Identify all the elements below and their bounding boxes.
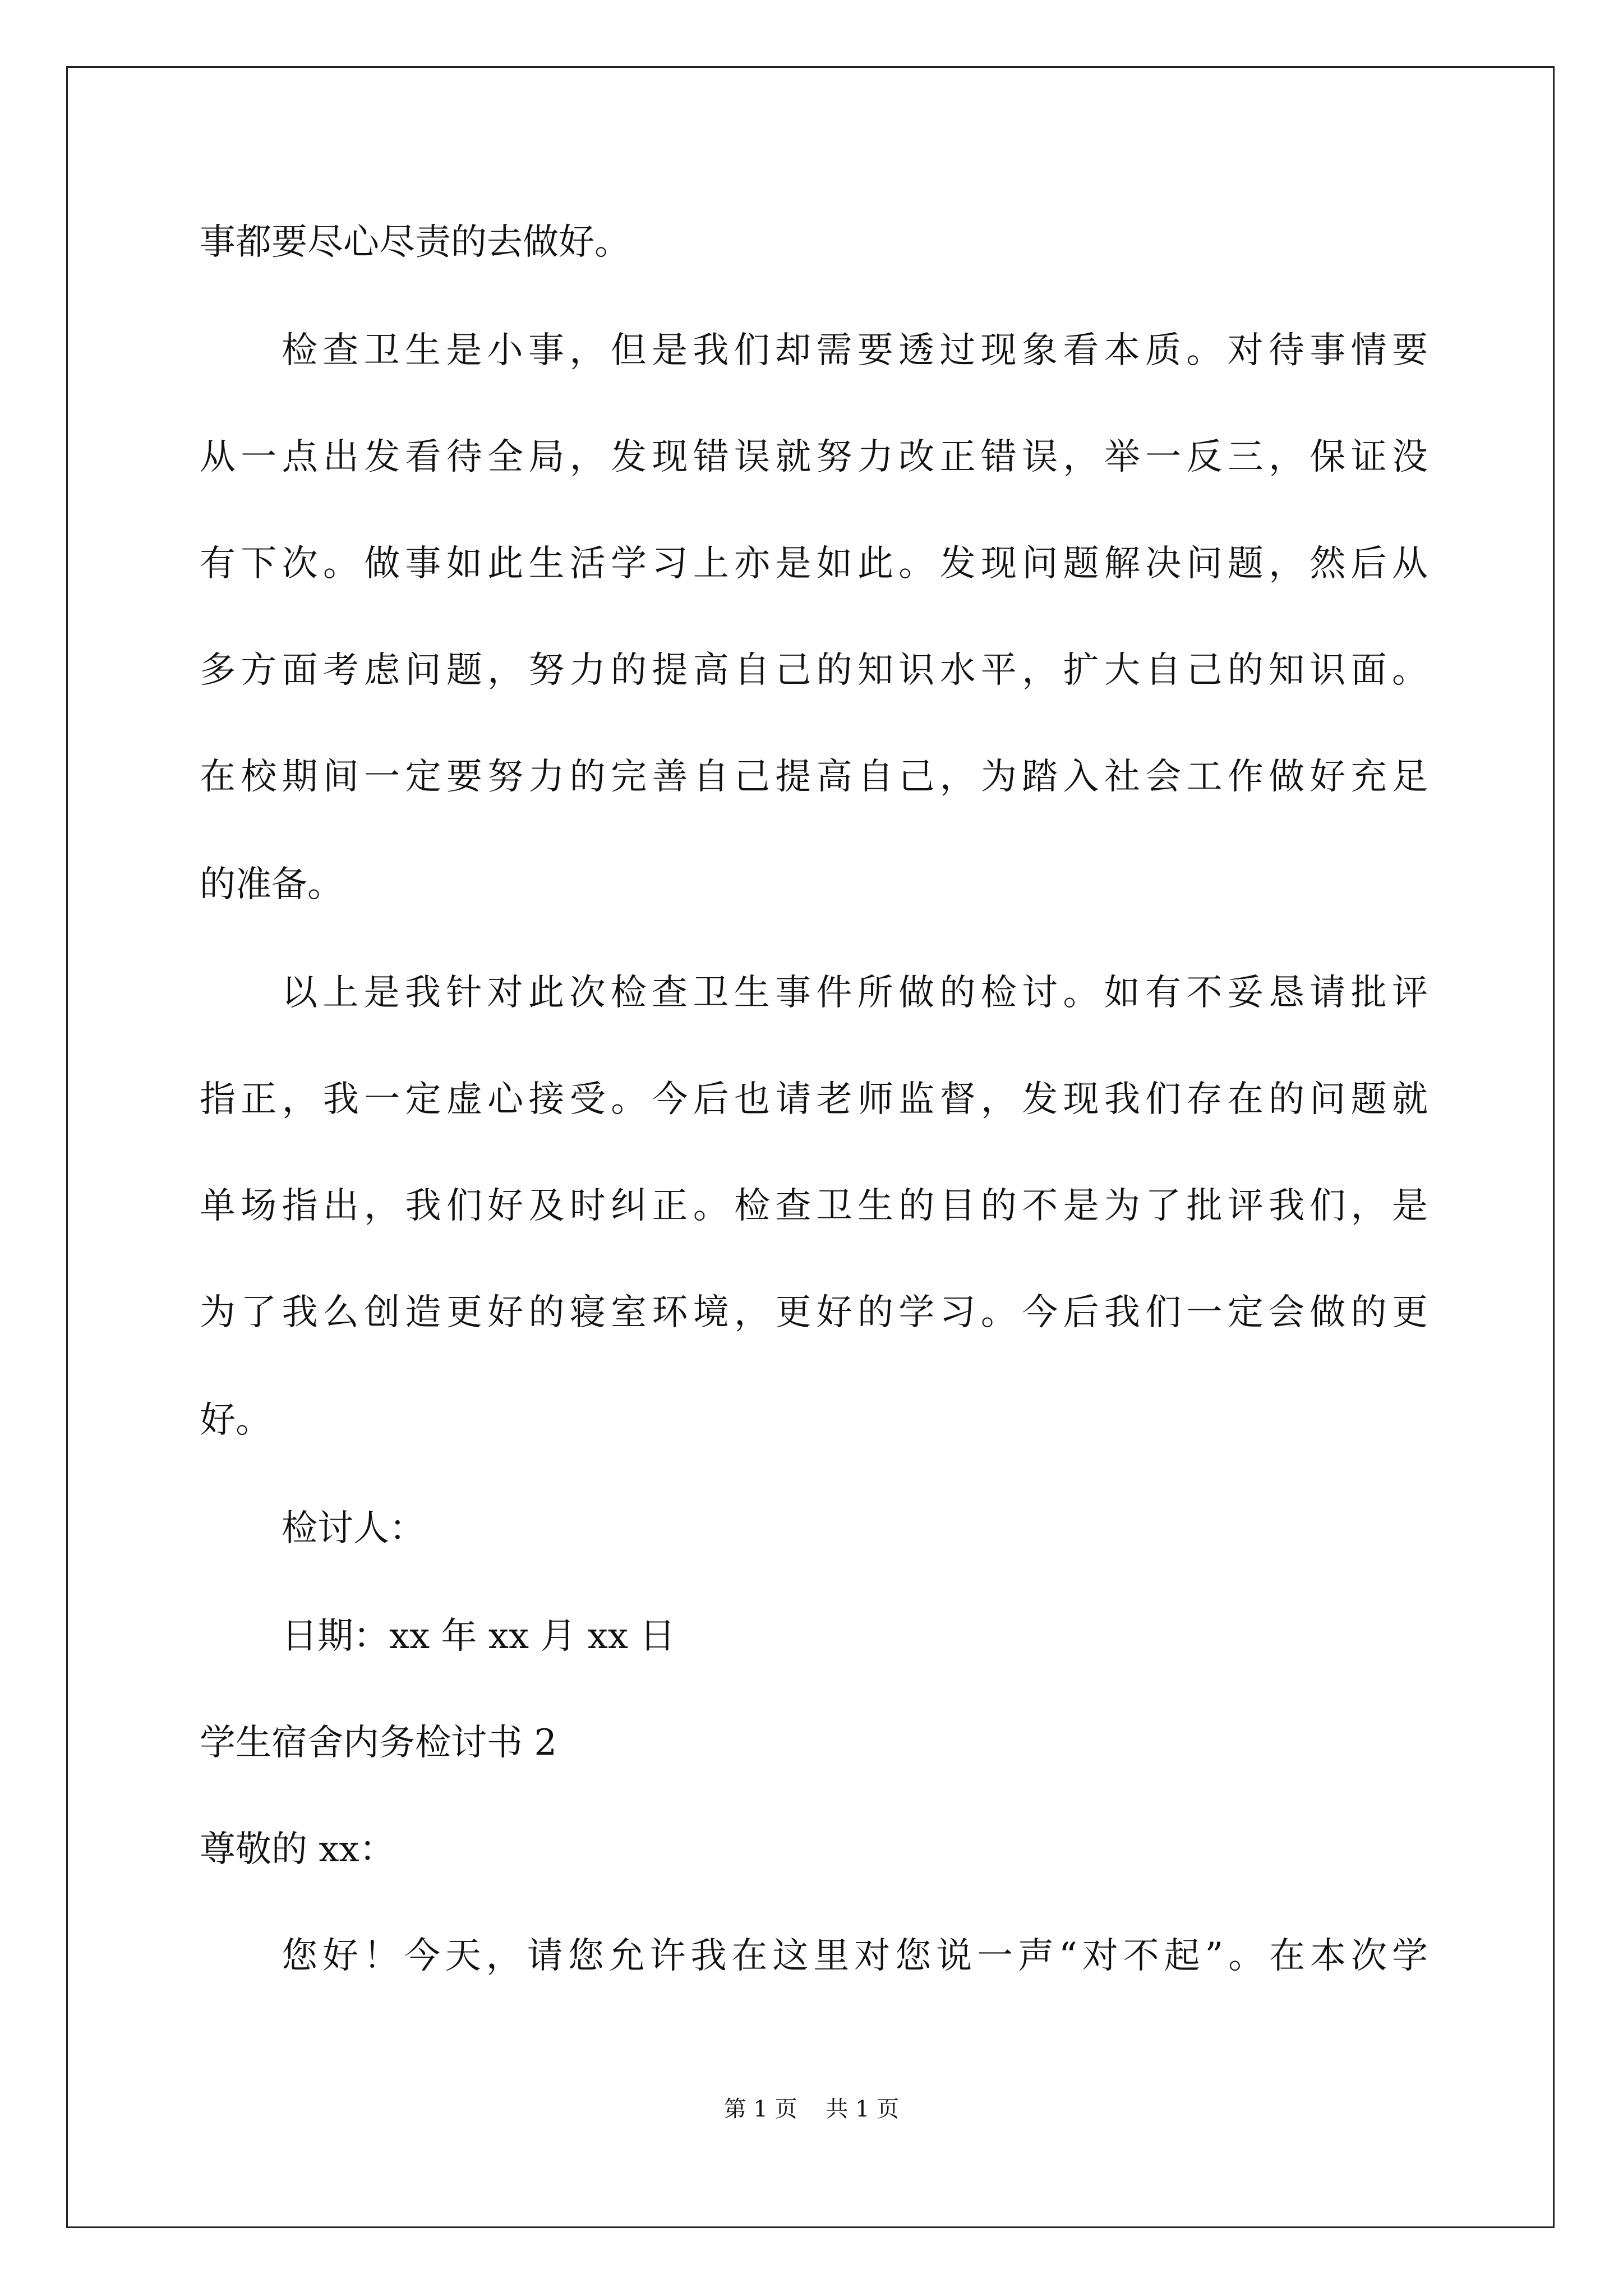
paragraph-line: 为了我么创造更好的寝室环境，更好的学习。今后我们一定会做的更 — [200, 1292, 1428, 1333]
date-line: 日期：xx 年 xx 月 xx 日 — [282, 1616, 676, 1657]
salutation: 尊敬的 xx： — [200, 1829, 395, 1870]
paragraph-line: 从一点出发看待全局，发现错误就努力改正错误，举一反三，保证没 — [200, 436, 1428, 478]
paragraph-line: 以上是我针对此次检查卫生事件所做的检讨。如有不妥恳请批评 — [282, 972, 1428, 1014]
paragraph-line: 多方面考虑问题，努力的提高自己的知识水平，扩大自己的知识面。 — [200, 650, 1428, 691]
paragraph-line: 有下次。做事如此生活学习上亦是如此。发现问题解决问题，然后从 — [200, 543, 1428, 585]
paragraph-line: 指正，我一定虚心接受。今后也请老师监督，发现我们存在的问题就 — [200, 1079, 1428, 1120]
paragraph-line: 好。 — [200, 1400, 271, 1441]
signature-label: 检讨人： — [282, 1508, 425, 1549]
section-title: 学生宿舍内务检讨书 2 — [200, 1722, 557, 1764]
page-border — [66, 66, 1555, 2228]
paragraph-line: 事都要尽心尽责的去做好。 — [200, 222, 630, 263]
page-number-footer: 第 1 页 共 1 页 — [723, 2096, 900, 2122]
paragraph-line: 的准备。 — [200, 864, 343, 905]
paragraph-line: 在校期间一定要努力的完善自己提高自己，为踏入社会工作做好充足 — [200, 756, 1428, 798]
paragraph-line: 检查卫生是小事，但是我们却需要透过现象看本质。对待事情要 — [282, 330, 1428, 371]
paragraph-line: 您好！今天，请您允许我在这里对您说一声“对不起”。在本次学 — [282, 1935, 1428, 1977]
paragraph-line: 单场指出，我们好及时纠正。检查卫生的目的不是为了批评我们，是 — [200, 1185, 1428, 1227]
